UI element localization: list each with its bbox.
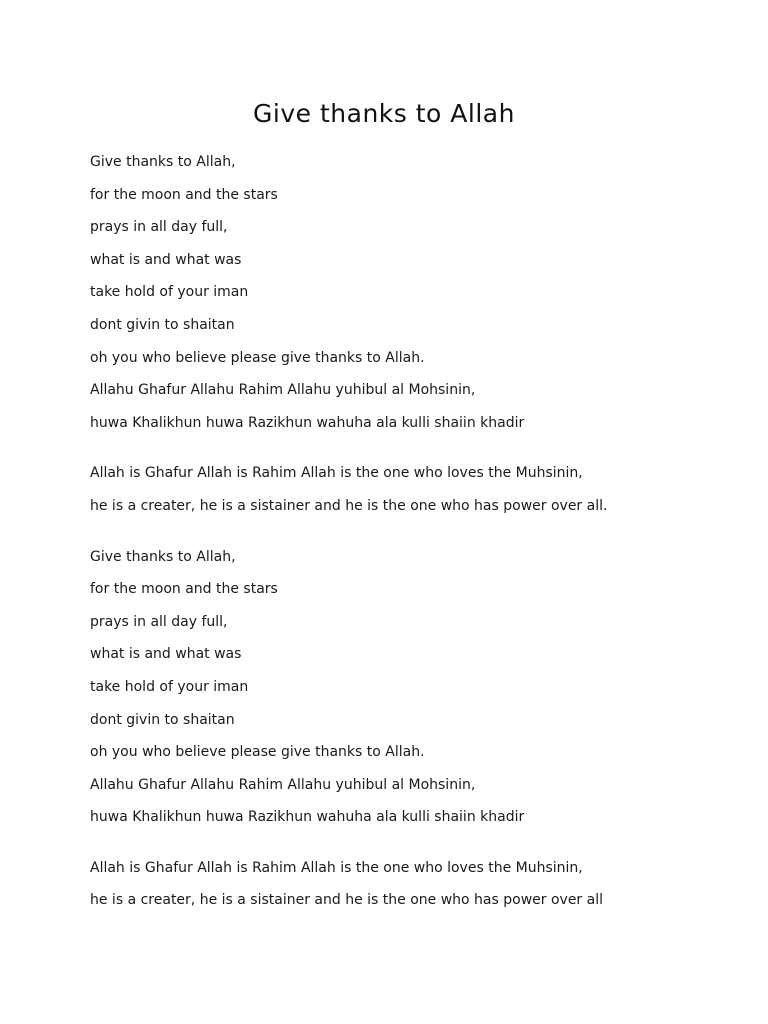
text-line: huwa Khalikhun huwa Razikhun wahuha ala kulli shaiin khadir: [90, 414, 525, 431]
text-line: he is a creater, he is a sistainer and he is the one who has power over all: [90, 892, 603, 909]
text-line: take hold of your iman: [90, 678, 249, 695]
text-line: oh you who believe please give thanks to Allah.: [90, 349, 425, 366]
document-title: Give thanks to Allah: [253, 99, 515, 128]
text-line: he is a creater, he is a sistainer and he is the one who has power over all.: [90, 497, 608, 514]
text-line: what is and what was: [90, 251, 242, 268]
text-line: Allah is Ghafur Allah is Rahim Allah is the one who loves the Muhsinin,: [90, 465, 583, 482]
text-line: dont givin to shaitan: [90, 711, 235, 728]
text-line: what is and what was: [90, 646, 242, 663]
text-line: Give thanks to Allah,: [90, 548, 236, 565]
text-line: Allahu Ghafur Allahu Rahim Allahu yuhibul al Mohsinin,: [90, 382, 476, 399]
stanza-1: [90, 150, 730, 443]
document-body: [90, 150, 730, 921]
text-line: Give thanks to Allah,: [90, 154, 236, 170]
text-line: prays in all day full,: [90, 219, 228, 236]
text-line: Allah is Ghafur Allah is Rahim Allah is the one who loves the Muhsinin,: [90, 859, 583, 876]
text-line: take hold of your iman: [90, 284, 249, 301]
stanza-2: [90, 461, 730, 526]
text-line: huwa Khalikhun huwa Razikhun wahuha ala kulli shaiin khadir: [90, 809, 525, 826]
stanza-4: [90, 856, 730, 921]
text-line: prays in all day full,: [90, 613, 228, 630]
stanza-3: [90, 545, 730, 838]
text-line: for the moon and the stars: [90, 186, 278, 203]
text-line: for the moon and the stars: [90, 581, 278, 598]
text-line: dont givin to shaitan: [90, 316, 235, 333]
text-line: oh you who believe please give thanks to Allah.: [90, 744, 425, 761]
text-line: Allahu Ghafur Allahu Rahim Allahu yuhibul al Mohsinin,: [90, 776, 476, 793]
